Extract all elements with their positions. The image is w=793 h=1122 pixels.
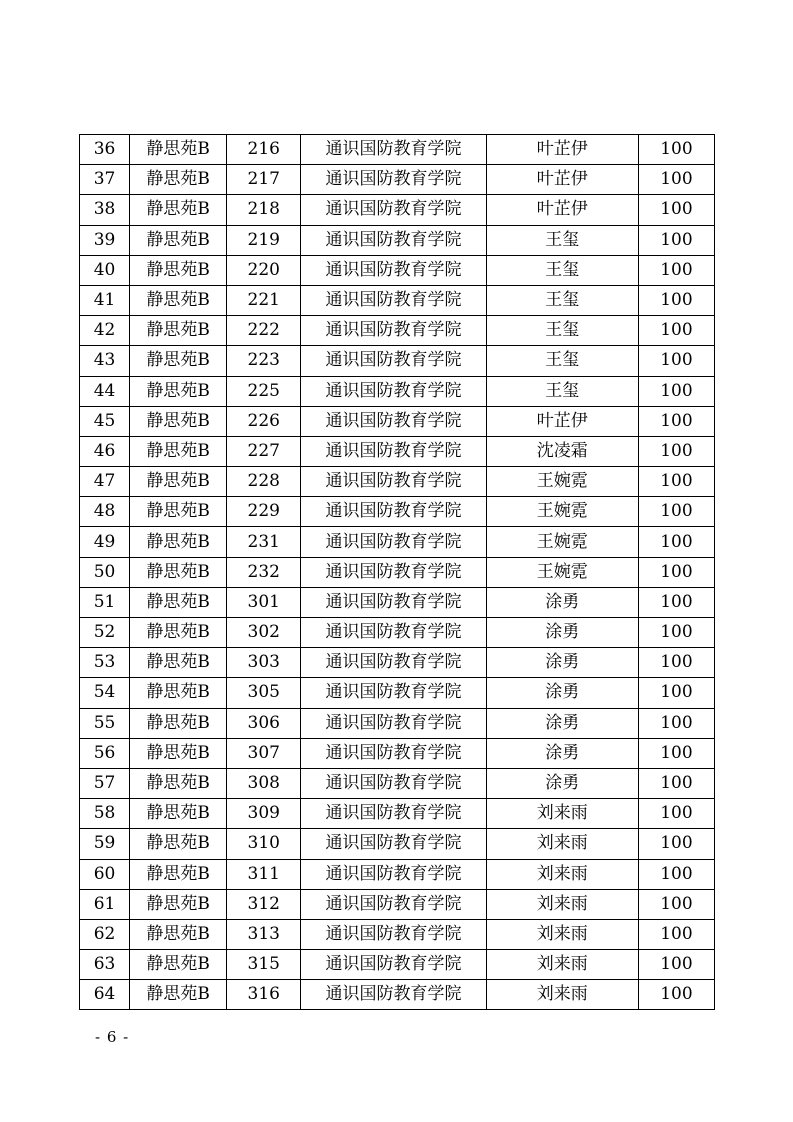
cell-score: 100 xyxy=(638,829,714,859)
cell-room: 305 xyxy=(227,678,301,708)
table-row xyxy=(80,436,715,466)
cell-room: 310 xyxy=(227,829,301,859)
cell-room: 220 xyxy=(227,255,301,285)
dormitory-score-table xyxy=(79,134,715,1010)
table-row xyxy=(80,316,715,346)
cell-name: 王婉霓 xyxy=(486,497,638,527)
cell-building: 静思苑B xyxy=(130,285,227,315)
cell-college: 通识国防教育学院 xyxy=(301,285,486,315)
cell-room: 221 xyxy=(227,285,301,315)
cell-name: 王玺 xyxy=(486,285,638,315)
cell-name: 叶芷伊 xyxy=(486,165,638,195)
cell-score: 100 xyxy=(638,859,714,889)
cell-name: 涂勇 xyxy=(486,768,638,798)
cell-college: 通识国防教育学院 xyxy=(301,678,486,708)
cell-building: 静思苑B xyxy=(130,497,227,527)
cell-building: 静思苑B xyxy=(130,587,227,617)
cell-number: 54 xyxy=(80,678,130,708)
cell-college: 通识国防教育学院 xyxy=(301,980,486,1010)
table-row xyxy=(80,950,715,980)
cell-college: 通识国防教育学院 xyxy=(301,618,486,648)
cell-college: 通识国防教育学院 xyxy=(301,497,486,527)
cell-name: 王玺 xyxy=(486,255,638,285)
cell-name: 王玺 xyxy=(486,225,638,255)
table-row xyxy=(80,225,715,255)
cell-number: 46 xyxy=(80,436,130,466)
cell-room: 226 xyxy=(227,406,301,436)
cell-number: 62 xyxy=(80,919,130,949)
cell-name: 叶芷伊 xyxy=(486,135,638,165)
table-row xyxy=(80,135,715,165)
cell-college: 通识国防教育学院 xyxy=(301,346,486,376)
cell-college: 通识国防教育学院 xyxy=(301,708,486,738)
cell-name: 涂勇 xyxy=(486,587,638,617)
cell-number: 58 xyxy=(80,799,130,829)
cell-room: 307 xyxy=(227,738,301,768)
cell-building: 静思苑B xyxy=(130,527,227,557)
cell-building: 静思苑B xyxy=(130,648,227,678)
table-row xyxy=(80,285,715,315)
cell-name: 涂勇 xyxy=(486,618,638,648)
cell-name: 刘来雨 xyxy=(486,859,638,889)
cell-college: 通识国防教育学院 xyxy=(301,919,486,949)
table-row xyxy=(80,708,715,738)
cell-number: 61 xyxy=(80,889,130,919)
table-row xyxy=(80,618,715,648)
table-row xyxy=(80,195,715,225)
cell-name: 王玺 xyxy=(486,346,638,376)
cell-score: 100 xyxy=(638,738,714,768)
cell-room: 232 xyxy=(227,557,301,587)
table-row xyxy=(80,497,715,527)
cell-building: 静思苑B xyxy=(130,436,227,466)
cell-college: 通识国防教育学院 xyxy=(301,738,486,768)
cell-score: 100 xyxy=(638,346,714,376)
cell-score: 100 xyxy=(638,316,714,346)
cell-college: 通识国防教育学院 xyxy=(301,467,486,497)
cell-number: 52 xyxy=(80,618,130,648)
cell-score: 100 xyxy=(638,527,714,557)
cell-room: 309 xyxy=(227,799,301,829)
cell-score: 100 xyxy=(638,678,714,708)
table-row xyxy=(80,859,715,889)
cell-number: 63 xyxy=(80,950,130,980)
cell-room: 219 xyxy=(227,225,301,255)
cell-building: 静思苑B xyxy=(130,889,227,919)
cell-number: 64 xyxy=(80,980,130,1010)
cell-building: 静思苑B xyxy=(130,768,227,798)
cell-room: 229 xyxy=(227,497,301,527)
table-row xyxy=(80,919,715,949)
cell-number: 41 xyxy=(80,285,130,315)
cell-room: 231 xyxy=(227,527,301,557)
cell-score: 100 xyxy=(638,587,714,617)
cell-number: 39 xyxy=(80,225,130,255)
cell-room: 218 xyxy=(227,195,301,225)
cell-number: 37 xyxy=(80,165,130,195)
cell-college: 通识国防教育学院 xyxy=(301,799,486,829)
cell-room: 306 xyxy=(227,708,301,738)
cell-building: 静思苑B xyxy=(130,708,227,738)
cell-score: 100 xyxy=(638,799,714,829)
cell-college: 通识国防教育学院 xyxy=(301,436,486,466)
table-row xyxy=(80,678,715,708)
cell-building: 静思苑B xyxy=(130,467,227,497)
cell-room: 303 xyxy=(227,648,301,678)
cell-name: 涂勇 xyxy=(486,708,638,738)
cell-number: 51 xyxy=(80,587,130,617)
cell-name: 王玺 xyxy=(486,316,638,346)
cell-college: 通识国防教育学院 xyxy=(301,829,486,859)
cell-score: 100 xyxy=(638,225,714,255)
cell-score: 100 xyxy=(638,467,714,497)
cell-college: 通识国防教育学院 xyxy=(301,376,486,406)
table-row xyxy=(80,738,715,768)
cell-name: 王婉霓 xyxy=(486,557,638,587)
table-row xyxy=(80,406,715,436)
cell-room: 316 xyxy=(227,980,301,1010)
table-row xyxy=(80,648,715,678)
cell-room: 312 xyxy=(227,889,301,919)
cell-room: 313 xyxy=(227,919,301,949)
cell-college: 通识国防教育学院 xyxy=(301,527,486,557)
cell-room: 223 xyxy=(227,346,301,376)
table-row xyxy=(80,467,715,497)
cell-number: 42 xyxy=(80,316,130,346)
cell-room: 308 xyxy=(227,768,301,798)
table-row xyxy=(80,346,715,376)
cell-building: 静思苑B xyxy=(130,950,227,980)
cell-building: 静思苑B xyxy=(130,135,227,165)
cell-score: 100 xyxy=(638,195,714,225)
cell-college: 通识国防教育学院 xyxy=(301,859,486,889)
cell-score: 100 xyxy=(638,255,714,285)
table-row xyxy=(80,165,715,195)
cell-score: 100 xyxy=(638,950,714,980)
cell-college: 通识国防教育学院 xyxy=(301,255,486,285)
table-row xyxy=(80,527,715,557)
cell-college: 通识国防教育学院 xyxy=(301,135,486,165)
cell-college: 通识国防教育学院 xyxy=(301,648,486,678)
cell-score: 100 xyxy=(638,708,714,738)
cell-name: 刘来雨 xyxy=(486,950,638,980)
cell-score: 100 xyxy=(638,618,714,648)
cell-score: 100 xyxy=(638,497,714,527)
cell-number: 43 xyxy=(80,346,130,376)
cell-college: 通识国防教育学院 xyxy=(301,195,486,225)
table-body xyxy=(80,135,715,1010)
cell-building: 静思苑B xyxy=(130,165,227,195)
cell-building: 静思苑B xyxy=(130,376,227,406)
cell-score: 100 xyxy=(638,768,714,798)
cell-room: 216 xyxy=(227,135,301,165)
page-number: - 6 - xyxy=(95,1028,130,1046)
cell-college: 通识国防教育学院 xyxy=(301,225,486,255)
cell-room: 302 xyxy=(227,618,301,648)
cell-room: 217 xyxy=(227,165,301,195)
cell-building: 静思苑B xyxy=(130,678,227,708)
table-row xyxy=(80,557,715,587)
cell-name: 刘来雨 xyxy=(486,829,638,859)
cell-building: 静思苑B xyxy=(130,980,227,1010)
cell-name: 王婉霓 xyxy=(486,527,638,557)
cell-number: 57 xyxy=(80,768,130,798)
cell-name: 刘来雨 xyxy=(486,980,638,1010)
cell-number: 53 xyxy=(80,648,130,678)
cell-number: 47 xyxy=(80,467,130,497)
cell-score: 100 xyxy=(638,648,714,678)
cell-college: 通识国防教育学院 xyxy=(301,768,486,798)
cell-building: 静思苑B xyxy=(130,859,227,889)
cell-building: 静思苑B xyxy=(130,195,227,225)
cell-score: 100 xyxy=(638,135,714,165)
cell-name: 刘来雨 xyxy=(486,799,638,829)
cell-college: 通识国防教育学院 xyxy=(301,557,486,587)
cell-room: 311 xyxy=(227,859,301,889)
cell-building: 静思苑B xyxy=(130,225,227,255)
cell-score: 100 xyxy=(638,980,714,1010)
cell-name: 刘来雨 xyxy=(486,889,638,919)
cell-number: 38 xyxy=(80,195,130,225)
cell-room: 301 xyxy=(227,587,301,617)
cell-number: 45 xyxy=(80,406,130,436)
cell-room: 315 xyxy=(227,950,301,980)
cell-room: 225 xyxy=(227,376,301,406)
cell-name: 叶芷伊 xyxy=(486,195,638,225)
cell-number: 44 xyxy=(80,376,130,406)
table-row xyxy=(80,889,715,919)
cell-number: 60 xyxy=(80,859,130,889)
cell-college: 通识国防教育学院 xyxy=(301,587,486,617)
table-row xyxy=(80,376,715,406)
cell-name: 王婉霓 xyxy=(486,467,638,497)
cell-building: 静思苑B xyxy=(130,738,227,768)
cell-room: 228 xyxy=(227,467,301,497)
cell-number: 50 xyxy=(80,557,130,587)
cell-score: 100 xyxy=(638,285,714,315)
table-row xyxy=(80,768,715,798)
table-row xyxy=(80,587,715,617)
cell-name: 叶芷伊 xyxy=(486,406,638,436)
cell-building: 静思苑B xyxy=(130,406,227,436)
cell-building: 静思苑B xyxy=(130,618,227,648)
cell-college: 通识国防教育学院 xyxy=(301,950,486,980)
cell-college: 通识国防教育学院 xyxy=(301,889,486,919)
cell-room: 227 xyxy=(227,436,301,466)
cell-college: 通识国防教育学院 xyxy=(301,406,486,436)
cell-name: 王玺 xyxy=(486,376,638,406)
cell-building: 静思苑B xyxy=(130,557,227,587)
cell-building: 静思苑B xyxy=(130,316,227,346)
cell-building: 静思苑B xyxy=(130,829,227,859)
cell-score: 100 xyxy=(638,376,714,406)
table-row xyxy=(80,799,715,829)
cell-score: 100 xyxy=(638,557,714,587)
cell-building: 静思苑B xyxy=(130,919,227,949)
cell-number: 56 xyxy=(80,738,130,768)
cell-building: 静思苑B xyxy=(130,346,227,376)
table-row xyxy=(80,255,715,285)
cell-college: 通识国防教育学院 xyxy=(301,316,486,346)
cell-name: 涂勇 xyxy=(486,738,638,768)
cell-college: 通识国防教育学院 xyxy=(301,165,486,195)
table-row xyxy=(80,980,715,1010)
cell-score: 100 xyxy=(638,406,714,436)
cell-score: 100 xyxy=(638,165,714,195)
table-row xyxy=(80,829,715,859)
cell-name: 刘来雨 xyxy=(486,919,638,949)
cell-number: 49 xyxy=(80,527,130,557)
cell-name: 涂勇 xyxy=(486,678,638,708)
cell-building: 静思苑B xyxy=(130,799,227,829)
cell-score: 100 xyxy=(638,436,714,466)
cell-score: 100 xyxy=(638,889,714,919)
cell-room: 222 xyxy=(227,316,301,346)
cell-number: 59 xyxy=(80,829,130,859)
cell-number: 36 xyxy=(80,135,130,165)
cell-score: 100 xyxy=(638,919,714,949)
cell-number: 55 xyxy=(80,708,130,738)
cell-name: 沈凌霜 xyxy=(486,436,638,466)
cell-number: 40 xyxy=(80,255,130,285)
cell-number: 48 xyxy=(80,497,130,527)
cell-name: 涂勇 xyxy=(486,648,638,678)
cell-building: 静思苑B xyxy=(130,255,227,285)
